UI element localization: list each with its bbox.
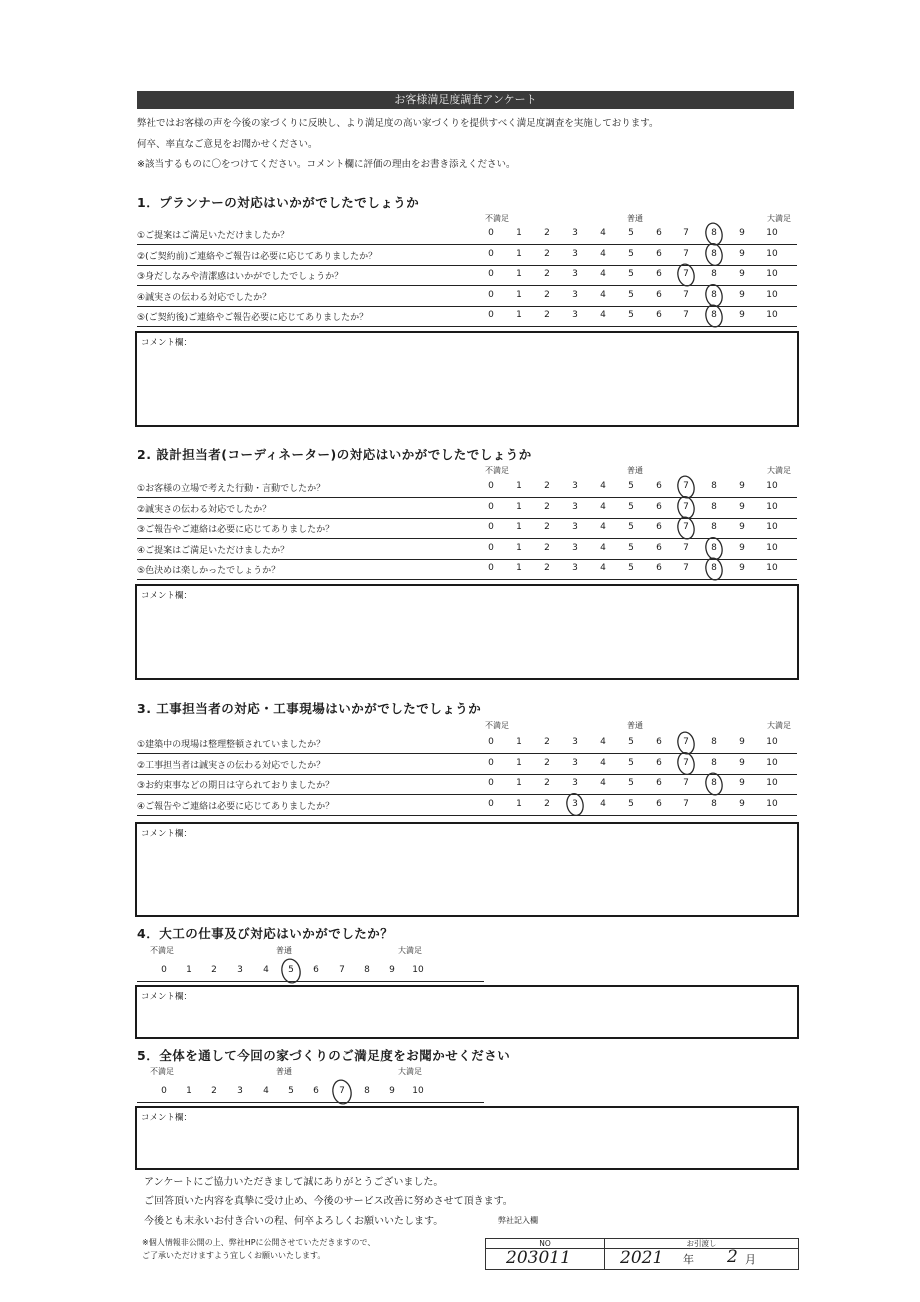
scale-option-9[interactable]: 9 <box>739 798 745 809</box>
scale-option-5[interactable]: 5 <box>628 289 634 300</box>
scale-option-8[interactable]: 8 <box>364 1086 370 1096</box>
scale-option-8[interactable]: 8 <box>711 269 717 279</box>
question-label: ④ご提案はご満足いただけましたか？ <box>137 545 290 556</box>
scale-option-8[interactable]: 8 <box>711 310 717 320</box>
scale-option-4[interactable]: 4 <box>600 757 606 768</box>
scale-option-10[interactable]: 10 <box>766 542 778 553</box>
scale-high-label: 大満足 <box>398 946 422 955</box>
question-label: ④誠実さの伝わる対応でしたか？ <box>137 292 272 303</box>
scale-option-1[interactable]: 1 <box>516 269 522 279</box>
scale-option-4[interactable]: 4 <box>600 289 606 300</box>
scale-option-10[interactable]: 10 <box>766 228 778 238</box>
scale-option-0[interactable]: 0 <box>488 248 494 259</box>
question-label: ②工事担当者は誠実さの伝わる対応でしたか？ <box>137 760 326 771</box>
scale-option-1[interactable]: 1 <box>516 798 522 809</box>
scale-option-7[interactable]: 7 <box>683 481 689 491</box>
scale-option-9[interactable]: 9 <box>739 522 745 532</box>
scale-option-3[interactable]: 3 <box>572 269 578 279</box>
scale-option-3[interactable]: 3 <box>237 1086 243 1096</box>
scale-option-5[interactable]: 5 <box>628 737 634 747</box>
section-1-heading: 1．プランナーの対応はいかがでしたでしょうか <box>137 195 420 210</box>
scale-option-8[interactable]: 8 <box>364 965 370 975</box>
scale-option-1[interactable]: 1 <box>516 757 522 768</box>
scale-mid-label: 普通 <box>276 946 292 955</box>
comment-label: コメント欄： <box>141 992 193 1002</box>
question-label: ②誠実さの伝わる対応でしたか？ <box>137 504 272 515</box>
scale-option-7[interactable]: 7 <box>683 563 689 573</box>
question-label: ⑤(ご契約後)ご連絡やご報告必要に応じてありましたか？ <box>137 313 369 323</box>
scale-option-3[interactable]: 3 <box>572 522 578 532</box>
scale-option-4[interactable]: 4 <box>600 481 606 491</box>
delivery-header: お引渡し <box>605 1239 798 1249</box>
comment-label: コメント欄： <box>141 1113 193 1123</box>
question-label: ①お客様の立場で考えた行動・言動でしたか？ <box>137 484 326 494</box>
scale-option-1[interactable]: 1 <box>186 965 192 975</box>
scale-option-9[interactable]: 9 <box>739 481 745 491</box>
scale-option-5[interactable]: 5 <box>628 481 634 491</box>
delivery-month-value[interactable]: 2 <box>727 1247 738 1267</box>
scale-option-10[interactable]: 10 <box>412 965 424 975</box>
scale-option-3[interactable]: 3 <box>572 481 578 491</box>
answer-circle-s3-q3 <box>704 772 724 797</box>
scale-option-2[interactable]: 2 <box>211 965 217 975</box>
scale-option-4[interactable]: 4 <box>600 737 606 747</box>
scale-option-5[interactable]: 5 <box>628 269 634 279</box>
office-use-label: 弊社記入欄 <box>498 1216 538 1225</box>
scale-option-1[interactable]: 1 <box>186 1086 192 1096</box>
scale-option-0[interactable]: 0 <box>488 289 494 300</box>
scale-option-2[interactable]: 2 <box>544 522 550 532</box>
scale-option-5[interactable]: 5 <box>628 798 634 809</box>
scale-option-2[interactable]: 2 <box>544 542 550 553</box>
question-label: ③身だしなみや清潔感はいかがでしたでしょうか？ <box>137 272 344 282</box>
scale-option-2[interactable]: 2 <box>544 310 550 320</box>
scale-option-8[interactable]: 8 <box>711 228 717 238</box>
scale-option-5[interactable]: 5 <box>628 501 634 512</box>
answer-circle-s3-q4 <box>565 792 585 817</box>
answer-circle-s2-q2 <box>676 495 696 520</box>
scale-option-8[interactable]: 8 <box>711 522 717 532</box>
scale-option-0[interactable]: 0 <box>488 501 494 512</box>
question-label: ③お約束事などの期日は守られておりましたか？ <box>137 781 335 791</box>
scale-option-2[interactable]: 2 <box>211 1086 217 1096</box>
scale-option-4[interactable]: 4 <box>600 542 606 553</box>
scale-option-4[interactable]: 4 <box>600 310 606 320</box>
comment-label: コメント欄： <box>141 591 193 601</box>
scale-option-0[interactable]: 0 <box>488 481 494 491</box>
scale-high-label: 大満足 <box>767 721 791 730</box>
scale-option-2[interactable]: 2 <box>544 757 550 768</box>
scale-option-2[interactable]: 2 <box>544 269 550 279</box>
scale-high-label: 大満足 <box>767 466 791 475</box>
answer-circle-s4 <box>280 957 303 984</box>
scale-option-1[interactable]: 1 <box>516 289 522 300</box>
intro-line-2: 何卒、率直なご意見をお聞かせください。 <box>137 139 318 150</box>
question-label: ②(ご契約前)ご連絡やご報告は必要に応じてありましたか？ <box>137 251 378 262</box>
scale-option-6[interactable]: 6 <box>656 778 662 788</box>
scale-option-6[interactable]: 6 <box>656 737 662 747</box>
scale-option-4[interactable]: 4 <box>600 269 606 279</box>
scale-option-4[interactable]: 4 <box>600 778 606 788</box>
scale-mid-label: 普通 <box>627 466 643 475</box>
section-3-heading: 3. 工事担当者の対応・工事現場はいかがでしたでしょうか <box>137 701 482 716</box>
scale-option-8[interactable]: 8 <box>711 501 717 512</box>
scale-option-2[interactable]: 2 <box>544 737 550 747</box>
scale-option-4[interactable]: 4 <box>600 798 606 809</box>
scale-option-3[interactable]: 3 <box>572 757 578 768</box>
scale-option-9[interactable]: 9 <box>739 563 745 573</box>
scale-option-9[interactable]: 9 <box>739 501 745 512</box>
footer-note-1: ※個人情報非公開の上、弊社HPに公開させていただきますので、 <box>142 1238 376 1247</box>
scale-option-7[interactable]: 7 <box>683 798 689 809</box>
scale-option-9[interactable]: 9 <box>389 965 395 975</box>
scale-option-1[interactable]: 1 <box>516 737 522 747</box>
scale-option-2[interactable]: 2 <box>544 798 550 809</box>
scale-option-7[interactable]: 7 <box>683 269 689 279</box>
survey-title: お客様満足度調査アンケート <box>137 91 794 109</box>
scale-option-0[interactable]: 0 <box>488 563 494 573</box>
scale-low-label: 不満足 <box>485 214 509 223</box>
scale-option-0[interactable]: 0 <box>488 542 494 553</box>
scale-option-6[interactable]: 6 <box>313 1086 319 1096</box>
scale-option-7[interactable]: 7 <box>683 542 689 553</box>
scale-option-6[interactable]: 6 <box>656 248 662 259</box>
scale-option-5[interactable]: 5 <box>628 563 634 573</box>
scale-option-2[interactable]: 2 <box>544 481 550 491</box>
scale-option-4[interactable]: 4 <box>600 522 606 532</box>
scale-option-3[interactable]: 3 <box>237 965 243 975</box>
scale-option-9[interactable]: 9 <box>739 778 745 788</box>
answer-circle-s1-q4 <box>704 283 724 308</box>
scale-option-9[interactable]: 9 <box>389 1086 395 1096</box>
scale-option-1[interactable]: 1 <box>516 563 522 573</box>
question-label: ④ご報告やご連絡は必要に応じてありましたか？ <box>137 801 335 812</box>
scale-option-5[interactable]: 5 <box>628 522 634 532</box>
answer-circle-s3-q1 <box>676 731 696 756</box>
scale-option-10[interactable]: 10 <box>766 563 778 573</box>
section-2-heading: 2. 設計担当者(コーディネーター)の対応はいかがでしたでしょうか <box>137 447 532 462</box>
scale-option-3[interactable]: 3 <box>572 737 578 747</box>
scale-option-5[interactable]: 5 <box>288 1086 294 1096</box>
scale-option-5[interactable]: 5 <box>628 310 634 320</box>
scale-option-6[interactable]: 6 <box>656 798 662 809</box>
scale-option-6[interactable]: 6 <box>656 228 662 238</box>
scale-option-9[interactable]: 9 <box>739 228 745 238</box>
answer-circle-s2-q1 <box>676 475 696 500</box>
scale-option-8[interactable]: 8 <box>711 737 717 747</box>
scale-option-1[interactable]: 1 <box>516 481 522 491</box>
answer-circle-s3-q2 <box>676 751 696 776</box>
scale-option-9[interactable]: 9 <box>739 248 745 259</box>
intro-line-1: 弊社ではお客様の声を今後の家づくりに反映し、より満足度の高い家づくりを提供すべく満足度調査を実施しております。 <box>137 118 659 129</box>
scale-option-3[interactable]: 3 <box>572 542 578 553</box>
answer-circle-s1-q3 <box>676 263 696 288</box>
scale-option-6[interactable]: 6 <box>656 269 662 279</box>
scale-option-2[interactable]: 2 <box>544 501 550 512</box>
scale-option-7[interactable]: 7 <box>683 757 689 768</box>
scale-option-7[interactable]: 7 <box>339 1086 345 1096</box>
scale-option-10[interactable]: 10 <box>766 248 778 259</box>
answer-circle-s2-q3 <box>676 516 696 541</box>
answer-circle-s1-q1 <box>704 222 724 247</box>
scale-mid-label: 普通 <box>627 721 643 730</box>
scale-option-9[interactable]: 9 <box>739 737 745 747</box>
scale-option-1[interactable]: 1 <box>516 501 522 512</box>
scale-option-9[interactable]: 9 <box>739 757 745 768</box>
scale-option-10[interactable]: 10 <box>766 269 778 279</box>
answer-circle-s2-q5 <box>704 557 724 582</box>
answer-circle-s5 <box>331 1078 354 1105</box>
scale-option-6[interactable]: 6 <box>656 542 662 553</box>
scale-option-7[interactable]: 7 <box>683 737 689 747</box>
scale-option-0[interactable]: 0 <box>488 228 494 238</box>
scale-option-2[interactable]: 2 <box>544 228 550 238</box>
scale-option-5[interactable]: 5 <box>628 542 634 553</box>
footer-line-1: アンケートにご協力いただきまして誠にありがとうございました。 <box>144 1177 444 1188</box>
scale-option-3[interactable]: 3 <box>572 563 578 573</box>
scale-option-0[interactable]: 0 <box>161 965 167 975</box>
scale-option-1[interactable]: 1 <box>516 248 522 259</box>
comment-label: コメント欄： <box>141 338 193 348</box>
answer-circle-s1-q2 <box>704 242 724 267</box>
scale-option-8[interactable]: 8 <box>711 481 717 491</box>
scale-option-6[interactable]: 6 <box>656 481 662 491</box>
scale-option-3[interactable]: 3 <box>572 310 578 320</box>
scale-option-9[interactable]: 9 <box>739 310 745 320</box>
no-header: NO <box>486 1239 605 1249</box>
no-value[interactable]: 203011 <box>506 1248 571 1268</box>
scale-option-2[interactable]: 2 <box>544 289 550 300</box>
scale-option-6[interactable]: 6 <box>656 501 662 512</box>
scale-option-1[interactable]: 1 <box>516 542 522 553</box>
scale-option-0[interactable]: 0 <box>488 269 494 279</box>
footer-line-2: ご回答頂いた内容を真摯に受け止め、今後のサービス改善に努めさせて頂きます。 <box>144 1196 513 1207</box>
answer-circle-s1-q5 <box>704 304 724 329</box>
scale-option-7[interactable]: 7 <box>683 778 689 788</box>
scale-low-label: 不満足 <box>485 466 509 475</box>
question-label: ①建築中の現場は整理整頓されていましたか？ <box>137 740 326 750</box>
scale-option-9[interactable]: 9 <box>739 542 745 553</box>
question-label: ①ご提案はご満足いただけましたか？ <box>137 231 290 241</box>
scale-option-10[interactable]: 10 <box>766 798 778 809</box>
scale-option-1[interactable]: 1 <box>516 522 522 532</box>
scale-low-label: 不満足 <box>150 1067 174 1076</box>
scale-option-10[interactable]: 10 <box>766 501 778 512</box>
question-label: ③ご報告やご連絡は必要に応じてありましたか？ <box>137 525 335 535</box>
scale-option-8[interactable]: 8 <box>711 798 717 809</box>
scale-option-6[interactable]: 6 <box>313 965 319 975</box>
scale-option-4[interactable]: 4 <box>600 228 606 238</box>
scale-option-3[interactable]: 3 <box>572 778 578 788</box>
scale-option-8[interactable]: 8 <box>711 778 717 788</box>
scale-option-2[interactable]: 2 <box>544 563 550 573</box>
scale-mid-label: 普通 <box>627 214 643 223</box>
year-unit: 年 <box>683 1253 694 1266</box>
scale-low-label: 不満足 <box>485 721 509 730</box>
scale-option-5[interactable]: 5 <box>628 228 634 238</box>
scale-high-label: 大満足 <box>767 214 791 223</box>
answer-circle-s2-q4 <box>704 536 724 561</box>
scale-option-3[interactable]: 3 <box>572 248 578 259</box>
delivery-year-value[interactable]: 2021 <box>620 1248 664 1268</box>
month-unit: 月 <box>745 1253 756 1266</box>
scale-low-label: 不満足 <box>150 946 174 955</box>
scale-option-9[interactable]: 9 <box>739 289 745 300</box>
scale-option-0[interactable]: 0 <box>488 737 494 747</box>
scale-option-6[interactable]: 6 <box>656 522 662 532</box>
scale-option-7[interactable]: 7 <box>683 228 689 238</box>
scale-option-8[interactable]: 8 <box>711 289 717 300</box>
scale-option-10[interactable]: 10 <box>766 778 778 788</box>
scale-option-4[interactable]: 4 <box>600 248 606 259</box>
scale-option-0[interactable]: 0 <box>488 522 494 532</box>
scale-option-3[interactable]: 3 <box>572 501 578 512</box>
scale-option-1[interactable]: 1 <box>516 778 522 788</box>
scale-option-7[interactable]: 7 <box>339 965 345 975</box>
scale-option-5[interactable]: 5 <box>628 757 634 768</box>
scale-option-1[interactable]: 1 <box>516 228 522 238</box>
section-5-heading: 5．全体を通して今回の家づくりのご満足度をお聞かせください <box>137 1048 511 1063</box>
scale-option-2[interactable]: 2 <box>544 248 550 259</box>
scale-option-10[interactable]: 10 <box>766 289 778 300</box>
scale-option-10[interactable]: 10 <box>766 737 778 747</box>
scale-option-3[interactable]: 3 <box>572 798 578 809</box>
footer-note-2: ご了承いただけますよう宜しくお願いいたします。 <box>142 1251 326 1260</box>
scale-option-8[interactable]: 8 <box>711 248 717 259</box>
scale-option-10[interactable]: 10 <box>766 310 778 320</box>
scale-mid-label: 普通 <box>276 1067 292 1076</box>
intro-line-3: ※該当するものに〇をつけてください。コメント欄に評価の理由をお書き添えください。 <box>137 159 516 170</box>
scale-option-0[interactable]: 0 <box>488 798 494 809</box>
scale-option-7[interactable]: 7 <box>683 522 689 532</box>
comment-label: コメント欄： <box>141 829 193 839</box>
scale-option-8[interactable]: 8 <box>711 563 717 573</box>
scale-option-10[interactable]: 10 <box>412 1086 424 1096</box>
scale-option-0[interactable]: 0 <box>161 1086 167 1096</box>
question-label: ⑤色決めは楽しかったでしょうか？ <box>137 566 281 576</box>
scale-option-7[interactable]: 7 <box>683 248 689 259</box>
scale-option-7[interactable]: 7 <box>683 310 689 320</box>
scale-option-9[interactable]: 9 <box>739 269 745 279</box>
scale-option-4[interactable]: 4 <box>600 501 606 512</box>
scale-option-10[interactable]: 10 <box>766 522 778 532</box>
scale-option-7[interactable]: 7 <box>683 289 689 300</box>
scale-option-4[interactable]: 4 <box>263 965 269 975</box>
scale-option-6[interactable]: 6 <box>656 310 662 320</box>
scale-option-0[interactable]: 0 <box>488 778 494 788</box>
scale-option-6[interactable]: 6 <box>656 289 662 300</box>
scale-option-2[interactable]: 2 <box>544 778 550 788</box>
scale-option-1[interactable]: 1 <box>516 310 522 320</box>
scale-option-7[interactable]: 7 <box>683 501 689 512</box>
scale-option-0[interactable]: 0 <box>488 757 494 768</box>
footer-line-3: 今後とも末永いお付き合いの程、何卒よろしくお願いいたします。 <box>144 1216 444 1227</box>
scale-option-4[interactable]: 4 <box>263 1086 269 1096</box>
scale-option-10[interactable]: 10 <box>766 757 778 768</box>
scale-option-4[interactable]: 4 <box>600 563 606 573</box>
scale-option-5[interactable]: 5 <box>628 248 634 259</box>
scale-option-8[interactable]: 8 <box>711 757 717 768</box>
scale-option-5[interactable]: 5 <box>628 778 634 788</box>
scale-high-label: 大満足 <box>398 1067 422 1076</box>
scale-option-5[interactable]: 5 <box>288 965 294 975</box>
scale-option-0[interactable]: 0 <box>488 310 494 320</box>
scale-option-6[interactable]: 6 <box>656 757 662 768</box>
scale-option-6[interactable]: 6 <box>656 563 662 573</box>
scale-option-3[interactable]: 3 <box>572 228 578 238</box>
scale-option-8[interactable]: 8 <box>711 542 717 553</box>
scale-option-3[interactable]: 3 <box>572 289 578 300</box>
section-4-heading: 4．大工の仕事及び対応はいかがでしたか？ <box>137 926 394 941</box>
scale-option-10[interactable]: 10 <box>766 481 778 491</box>
